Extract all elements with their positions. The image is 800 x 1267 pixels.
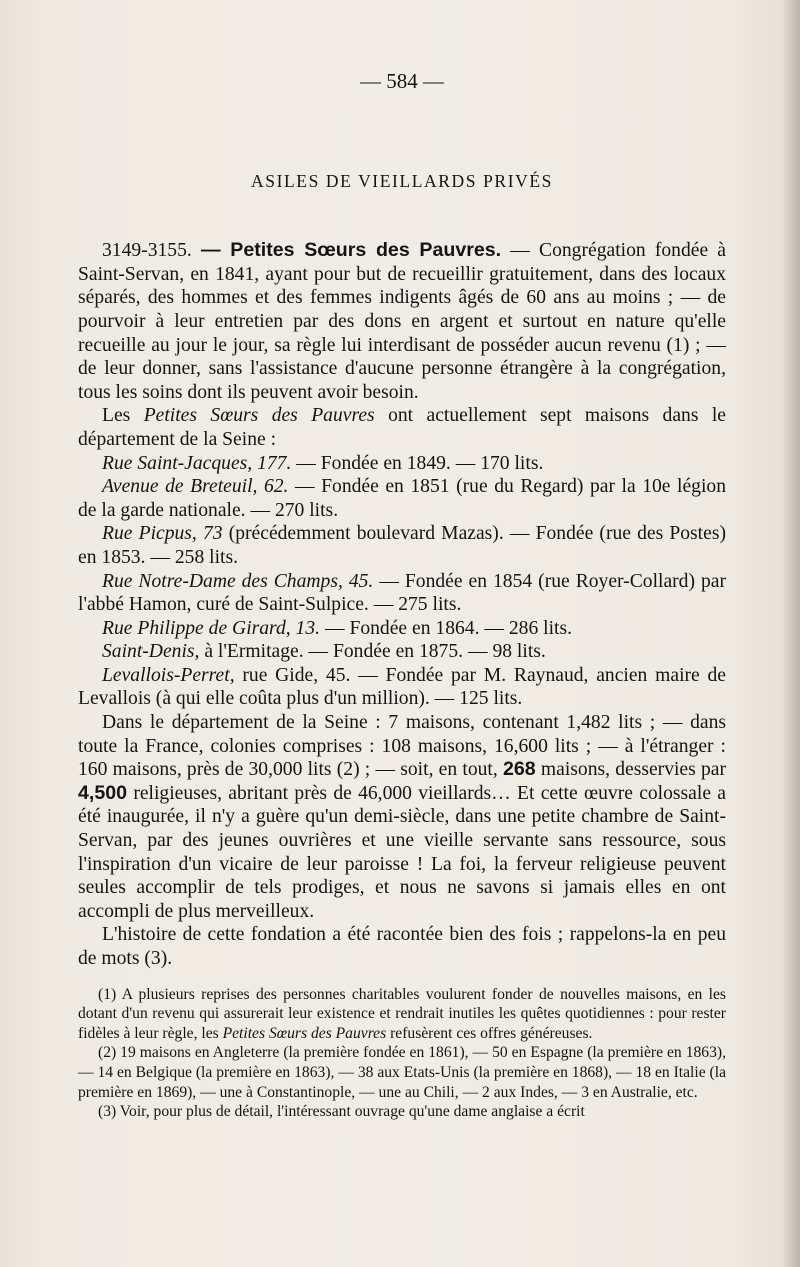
intro-paragraph [78,404,726,451]
house-entry [78,452,726,476]
house-place: Avenue de Breteuil, 62. [102,476,289,498]
entry-paragraph [78,239,726,404]
summary-text-1: Dans le département de la Seine : 7 maisons, contenant 1,482 lits ; — dans toute la France, colonies comprises : 108 maisons, 16,600 lits ; — à l'étranger : 160 maisons, près de 30,000 lits (2) ; — soit, en tout, [78,712,726,781]
total-religious: 4,500 [78,781,128,804]
section-title: ASILES DE VIEILLARDS PRIVÉS [251,170,553,191]
closing-paragraph: L'histoire de cette fondation a été racontée bien des fois ; rappelons-la en peu de mots (3). [78,924,726,969]
house-entry [78,640,726,664]
footnote-1-text: (1) A plusieurs reprises des personnes charitables voulurent fonder de nouvelles maisons, en les dotant d'un revenu qui assurerait leur existence et rendrait inutiles les quêtes quotidiennes : pour rester fidèles à leur règle, les [78,985,726,1042]
summary-text-3: religieuses, abritant près de 46,000 vieillards… Et cette œuvre colossale a été inaugurée, il n'y a guère qu'un demi-siècle, dans une petite chambre de Saint-Servan, par des jeunes ouvrières et une vieille servante sans ressource, sous l'inspiration d'un vicaire de leur paroisse ! La foi, la ferveur religieuse peuvent seules accomplir de tels prodiges, et nous ne savons si jamais elles en ont accompli de plus merveilleux. [78,782,726,922]
house-place: Rue Picpus, 73 [102,523,223,545]
entry-name: — Petites Sœurs des Pauvres. [200,239,502,262]
house-detail: à l'Ermitage. — Fondée en 1875. — 98 lits. [199,641,546,663]
house-place: Rue Saint-Jacques, 177. [102,452,292,474]
house-detail: — Fondée en 1864. — 286 lits. [320,617,573,639]
house-place: Levallois-Perret, [102,664,235,686]
house-entry [78,522,726,569]
entry-body: — Congrégation fondée à Saint-Servan, en 1841, ayant pour but de recueillir gratuitement, dans des locaux séparés, des hommes et des femmes indigents âgés de 60 ans au moins ; — de pourvoir à leur entretien par des dons en argent et surtout en nature qu'elle recueille au jour le jour, sa règle lui interdisant de posséder aucun revenu (1) ; — de leur donner, sans l'assistance d'aucune personne étrangère à la congrégation, tous les soins dont ils peuvent avoir besoin. [78,240,726,403]
house-entry [78,570,726,617]
house-detail: rue Gide, 45. — Fondée par M. Raynaud, ancien maire de Levallois (à qui elle coûta plus d'un million). — 125 lits. [78,664,726,710]
footnote-1 [78,985,726,1044]
text-column [78,62,726,1122]
intro-congregation-name: Petites Sœurs des Pauvres [143,405,375,427]
page-number: — 584 — [360,69,444,93]
footnote-3: (3) Voir, pour plus de détail, l'intéressant ouvrage qu'une dame anglaise a écrit [98,1103,585,1121]
house-place: Rue Philippe de Girard, 13. [102,617,321,639]
house-detail: — Fondée en 1854 (rue Royer-Collard) par l'abbé Hamon, curé de Saint-Sulpice. — 275 lits. [78,570,727,616]
page-edge-shadow [782,0,800,1267]
entry-number: 3149-3155. [102,240,192,262]
summary-text-2: maisons, desservies par [535,759,726,781]
intro-suffix: ont actuellement sept maisons dans le département de la Seine : [78,405,726,450]
intro-prefix: Les [102,405,144,427]
house-detail: — Fondée en 1851 (rue du Regard) par la 10e légion de la garde nationale. — 270 lits. [78,476,726,521]
house-entry [78,617,726,641]
house-entry [78,664,726,711]
total-houses: 268 [502,758,536,781]
house-detail: (précédemment boulevard Mazas). — Fondée (rue des Postes) en 1853. — 258 lits. [78,523,726,568]
footnote-1-end: refusèrent ces offres généreuses. [386,1024,593,1042]
footnotes [78,985,726,1122]
summary-paragraph [78,711,726,923]
house-entry [78,475,726,522]
house-place: Saint-Denis, [102,641,200,663]
house-detail: — Fondée en 1849. — 170 lits. [291,452,544,474]
footnote-1-italic: Petites Sœurs des Pauvres [222,1024,387,1042]
house-place: Rue Notre-Dame des Champs, 45. [102,570,374,592]
footnote-2: (2) 19 maisons en Angleterre (la première fondée en 1861), — 50 en Espagne (la première en 1863), — 14 en Belgique (la première en 1863), — 38 aux Etats-Unis (la première en 1868), — 18 en Italie (la première en 1869), — une à Constantinople, — une au Chili, — 2 aux Indes, — 3 en Australie, etc. [78,1044,726,1101]
